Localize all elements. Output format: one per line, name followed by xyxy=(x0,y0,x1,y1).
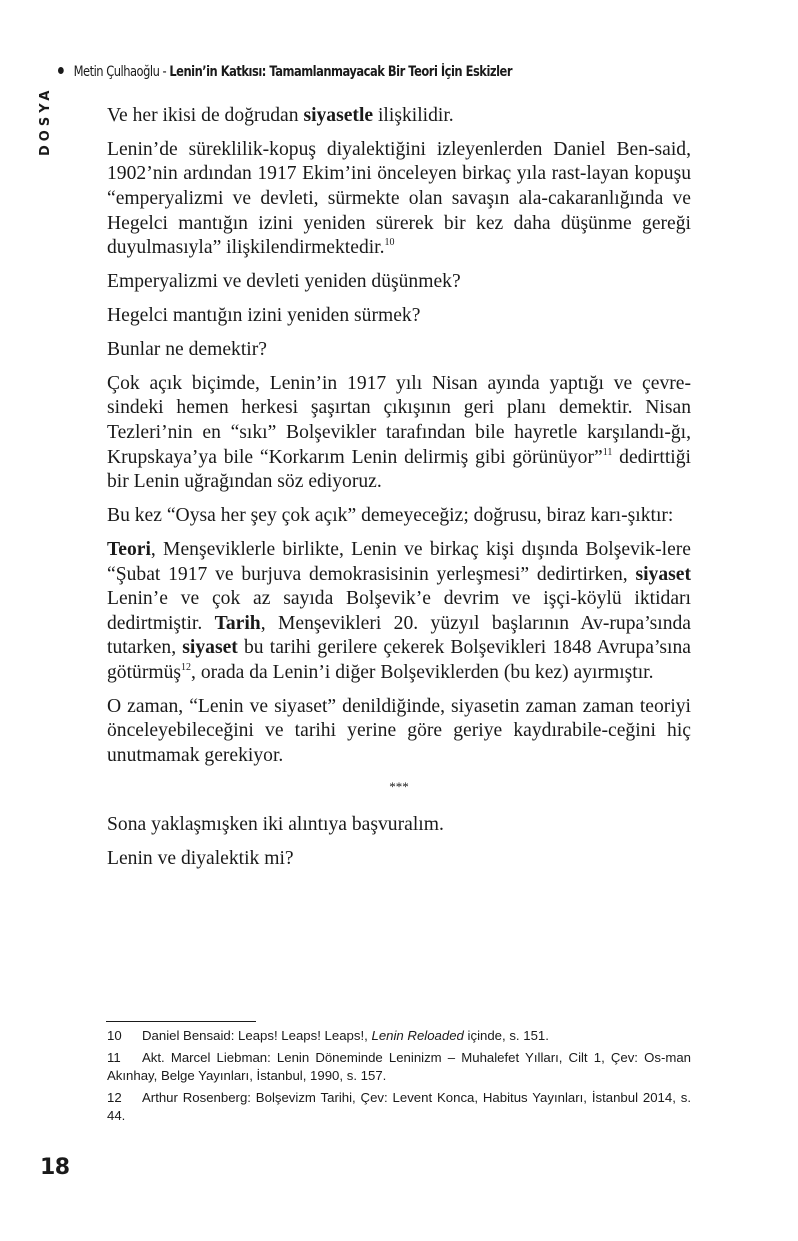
paragraph-7: Bu kez “Oysa her şey çok açık” demeyeceğiz; doğrusu, biraz karı-şıktır: xyxy=(107,505,674,527)
bold-term: siyaset xyxy=(182,637,238,659)
text-run: , Menşeviklerle birlikte, Lenin ve birkaç kişi dışında Bolşevik-lere “Şubat 1917 ve burjuva demokrasisinin yerleşmesi” dedirtirken, xyxy=(107,538,691,585)
paragraph-11: Lenin ve diyalektik mi? xyxy=(107,847,294,869)
footnotes xyxy=(107,1027,691,1129)
footnote-text: Daniel Bensaid: Leaps! Leaps! Leaps!, xyxy=(142,1028,372,1043)
paragraph-3: Emperyalizmi ve devleti yeniden düşünmek? xyxy=(107,271,461,293)
footnote-ref-10[interactable]: 10 xyxy=(384,237,395,249)
bold-term: siyasetle xyxy=(303,105,374,126)
footnote-number: 10 xyxy=(107,1028,122,1043)
text-run: ilişkilidir. xyxy=(373,105,454,126)
paragraph-2 xyxy=(107,138,691,261)
running-head xyxy=(58,64,512,80)
paragraph-9: O zaman, “Lenin ve siyaset” denildiğinde, siyasetin zaman zaman teoriyi önceleyebileceğini ve tarihi yerine göre geriye kaydırabile-ceğini hiç unutmamak gerekiyor. xyxy=(107,695,691,767)
paragraph-10: Sona yaklaşmışken iki alıntıya başvuralım. xyxy=(107,813,444,835)
footnote-text: içinde, s. 151. xyxy=(463,1028,549,1043)
footnote-11 xyxy=(107,1049,691,1086)
text-run: Ve her ikisi de doğrudan xyxy=(107,105,304,126)
paragraph-8 xyxy=(107,538,691,686)
footnote-italic-title: Lenin Reloaded xyxy=(371,1028,464,1043)
text-run: Çok açık biçimde, Lenin’in 1917 yılı Nisan ayında yaptığı ve çevre-sindeki hemen herkesi şaşırtan çıkışının geri planı demektir. Nisan Tezleri’nin en “sıkı” Bolşevikler tarafından bile hayretle karşılandı-ğı, Krupskaya’ya bile “Korkarım Lenin delirmiş gibi görünüyor” xyxy=(107,372,691,468)
text-run: , Menşevikleri 20. yüzyıl başlarının Av-rupa’sında tutarken, xyxy=(107,612,692,659)
paragraph-5: Bunlar ne demektir? xyxy=(107,338,267,360)
body-text xyxy=(107,104,691,881)
footnote-number: 12 xyxy=(107,1089,122,1105)
bold-term: siyaset xyxy=(635,563,691,585)
footnote-text: Akt. Marcel Liebman: Lenin Döneminde Leninizm – Muhalefet Yılları, Cilt 1, Çev: Os-man Akınhay, Belge Yayınları, İstanbul, 1990, s. 157. xyxy=(107,1049,691,1083)
footnote-text: Arthur Rosenberg: Bolşevizm Tarihi, Çev: Levent Konca, Habitus Yayınları, İstanbul 2014, s. 44. xyxy=(107,1089,691,1123)
paragraph-6 xyxy=(107,372,691,495)
text-run: Lenin’de süreklilik-kopuş diyalektiğini izleyenlerden Daniel Ben-said, 1902’nin ardından 1917 Ekim’ini önceleyen birkaç yıla rast-layan kopuşu “emperyalizmi ve devleti, sürmekte olan savaşın ala-cakaranlığında ve Hegelci mantığın izini yeniden sürerek bir kez daha düşünme gereği duyulmasıyla” ilişkilendirmektedir. xyxy=(107,138,691,259)
footnote-divider xyxy=(106,1021,256,1022)
paragraph-1 xyxy=(107,104,691,129)
bold-term: Teori xyxy=(107,538,151,560)
section-tag: DOSYA xyxy=(38,86,53,156)
bold-term: Tarih xyxy=(214,612,261,634)
text-run: bu tarihi gerilere çekerek Bolşevikleri 1848 Avrupa’sına götürmüş xyxy=(107,637,691,683)
footnote-number: 11 xyxy=(107,1049,121,1065)
footnote-12 xyxy=(107,1089,691,1126)
text-run: , orada da Lenin’i diğer Bolşeviklerden (bu kez) ayırmıştır. xyxy=(191,661,654,683)
text-run: dedirttiği bir Lenin uğrağından söz ediyoruz. xyxy=(107,446,691,493)
footnote-10 xyxy=(107,1027,691,1046)
section-separator: *** xyxy=(389,778,409,794)
running-head-title: Lenin’in Katkısı: Tamamlanmayacak Bir Teori İçin Eskizler xyxy=(169,64,512,80)
text-run: Lenin’e ve çok az sayıda Bolşevik’e devrim ve işçi-köylü iktidarı dedirtmiştir. xyxy=(107,588,691,634)
paragraph-4: Hegelci mantığın izini yeniden sürmek? xyxy=(107,305,421,327)
footnote-ref-11[interactable]: 11 xyxy=(602,446,613,458)
page-number: 18 xyxy=(40,1155,70,1180)
bullet-icon xyxy=(58,67,64,74)
footnote-ref-12[interactable]: 12 xyxy=(181,661,192,673)
running-head-author: Metin Çulhaoğlu - xyxy=(73,64,170,80)
